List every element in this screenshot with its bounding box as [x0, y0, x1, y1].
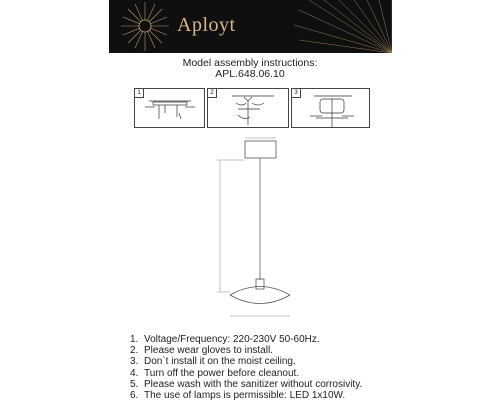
- list-item: 3. Don`t install it on the moist ceiling.: [130, 356, 296, 368]
- canopy: [245, 141, 276, 158]
- assembly-step-1: [134, 88, 205, 128]
- step-number: 2: [208, 89, 217, 98]
- wiring-diagram: [208, 89, 290, 129]
- list-item: 5. Please wash with the sanitizer without corrosivity.: [130, 378, 363, 390]
- document-title: Model assembly instructions:: [182, 57, 318, 69]
- ceiling-bracket-diagram: [135, 89, 206, 129]
- canopy-mount-diagram: [292, 89, 371, 129]
- model-number: APL.648.06.10: [215, 68, 285, 80]
- assembly-step-2: [207, 88, 289, 128]
- brand-name: Aployt: [177, 14, 236, 36]
- lamp-shade: [230, 295, 290, 304]
- assembly-step-3: [291, 88, 370, 128]
- list-item: 4. Turn off the power before cleanout.: [130, 367, 300, 379]
- pendant-lamp-drawing: [200, 134, 300, 324]
- list-item: 6. The use of lamps is permissible: LED 1x10W.: [130, 390, 346, 401]
- list-item: 2. Please wear gloves to install.: [130, 345, 273, 357]
- specifications-list: [130, 334, 362, 401]
- list-item: 1. Voltage/Frequency: 220-230V 50-60Hz.: [130, 334, 320, 345]
- brand-header: [109, 0, 392, 53]
- step-number: 3: [292, 89, 301, 98]
- sunburst-icon: [109, 0, 392, 53]
- step-number: 1: [135, 89, 144, 98]
